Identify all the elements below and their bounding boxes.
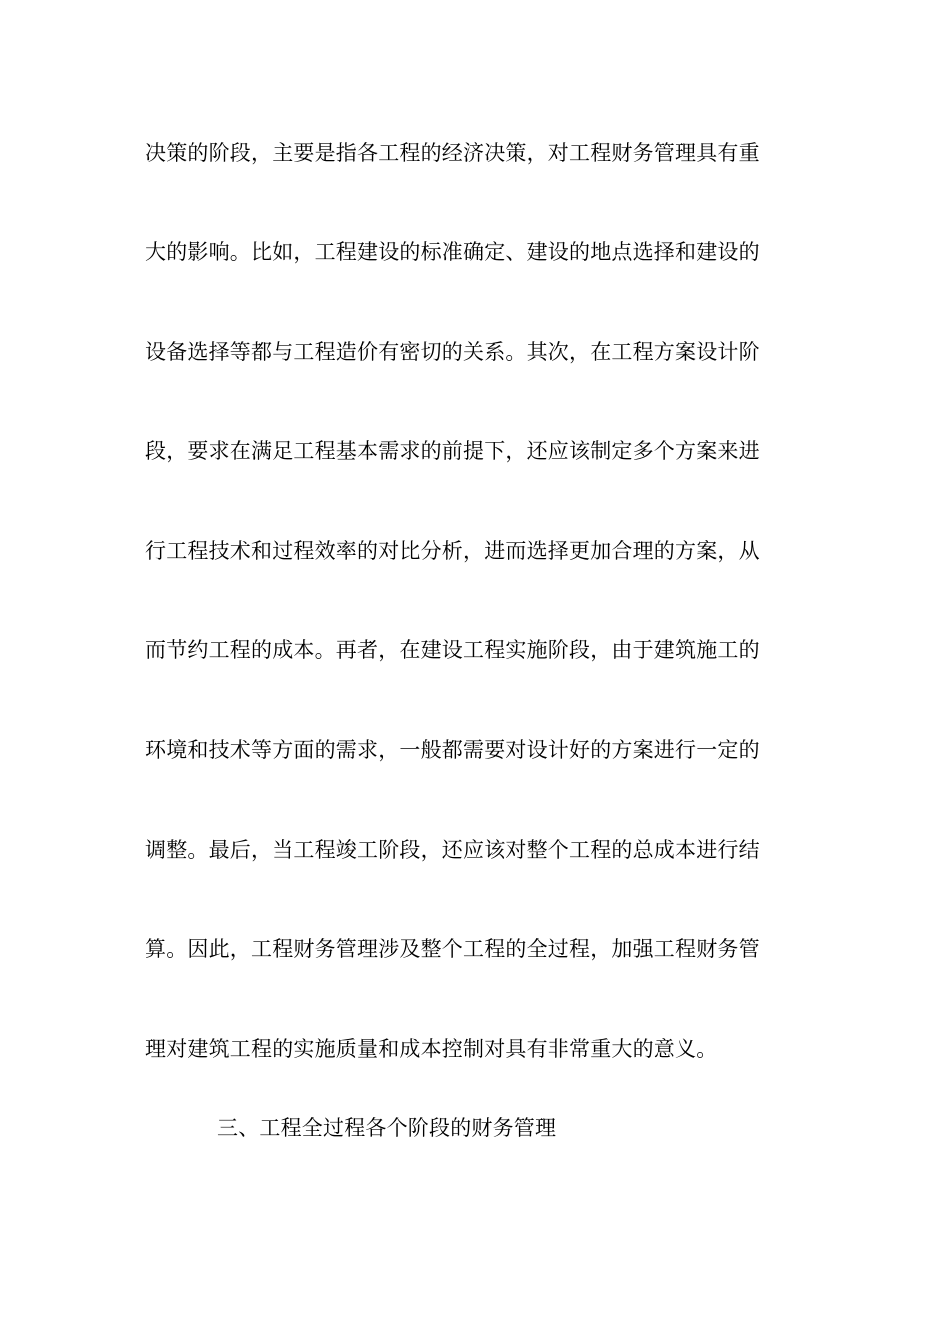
paragraph-line: 环境和技术等方面的需求，一般都需要对设计好的方案进行一定的 xyxy=(145,738,760,762)
paragraph-line: 决策的阶段，主要是指各工程的经济决策，对工程财务管理具有重 xyxy=(145,141,760,165)
paragraph-line: 大的影响。比如，工程建设的标准确定、建设的地点选择和建设的 xyxy=(145,240,760,264)
paragraph-line: 理对建筑工程的实施质量和成本控制对具有非常重大的意义。 xyxy=(145,1037,718,1061)
paragraph-line: 而节约工程的成本。再者，在建设工程实施阶段，由于建筑施工的 xyxy=(145,638,760,662)
paragraph-line: 设备选择等都与工程造价有密切的关系。其次，在工程方案设计阶 xyxy=(145,340,760,364)
paragraph-line: 段，要求在满足工程基本需求的前提下，还应该制定多个方案来进 xyxy=(145,439,760,463)
paragraph-line: 算。因此，工程财务管理涉及整个工程的全过程，加强工程财务管 xyxy=(145,937,760,961)
paragraph-line: 调整。最后，当工程竣工阶段，还应该对整个工程的总成本进行结 xyxy=(145,838,760,862)
section-heading: 三、工程全过程各个阶段的财务管理 xyxy=(217,1116,557,1140)
paragraph-line: 行工程技术和过程效率的对比分析，进而选择更加合理的方案，从 xyxy=(145,539,760,563)
